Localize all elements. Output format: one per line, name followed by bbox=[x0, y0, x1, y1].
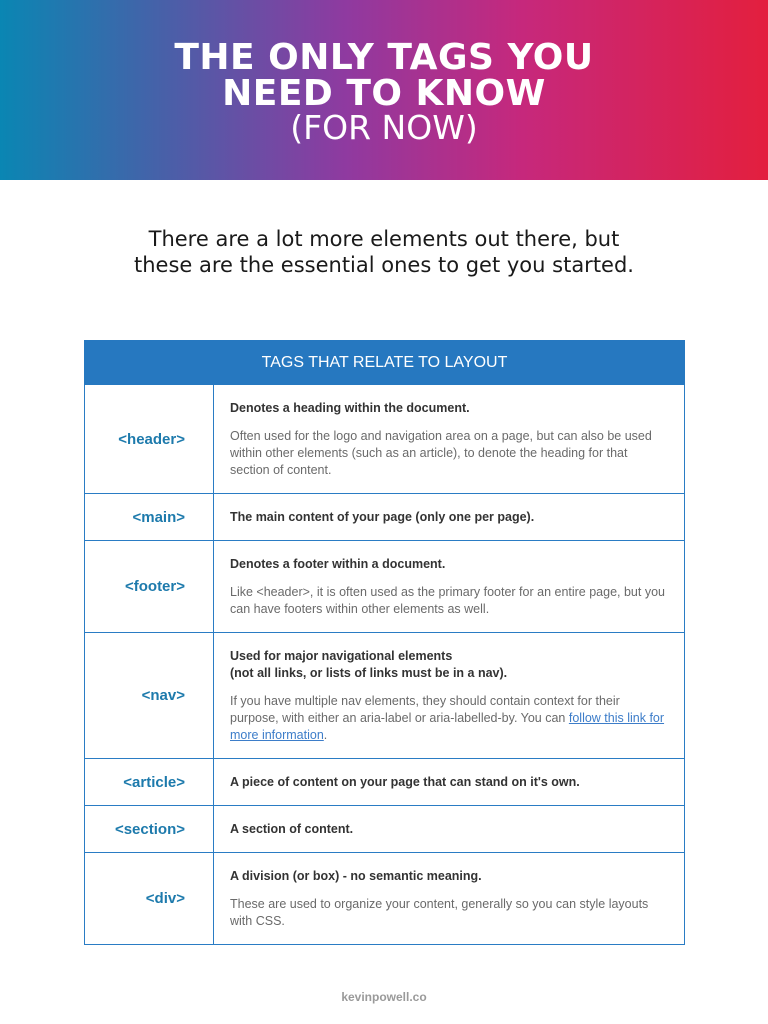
table-heading: TAGS THAT RELATE TO LAYOUT bbox=[85, 341, 685, 385]
page-subtitle: (FOR NOW) bbox=[290, 108, 478, 147]
intro-text: There are a lot more elements out there, but these are the essential ones to get you started. bbox=[134, 227, 634, 277]
tag-name: <article> bbox=[85, 759, 214, 806]
tag-description bbox=[214, 633, 685, 759]
tag-name: <header> bbox=[85, 385, 214, 494]
tag-details: These are used to organize your content, generally so you can style layouts with CSS. bbox=[230, 896, 649, 928]
page-title bbox=[0, 37, 768, 114]
table-row-header bbox=[85, 385, 685, 494]
table-row-section bbox=[85, 806, 685, 853]
layout-tags-table bbox=[84, 340, 685, 945]
tag-summary: Denotes a heading within the document. bbox=[230, 400, 470, 415]
tag-details bbox=[230, 693, 670, 744]
tag-description bbox=[214, 853, 685, 945]
title-banner bbox=[0, 0, 768, 180]
tag-summary: A division (or box) - no semantic meaning. bbox=[230, 868, 482, 883]
tag-name: <footer> bbox=[85, 541, 214, 633]
table-row-article bbox=[85, 759, 685, 806]
more-info-link[interactable]: follow this link for more information bbox=[230, 710, 665, 742]
tag-name: <nav> bbox=[85, 633, 214, 759]
site-credit: kevinpowell.co bbox=[341, 990, 427, 1004]
tag-details: Often used for the logo and navigation area on a page, but can also be used within other elements (such as an article), to denote the heading for that section of content. bbox=[230, 428, 652, 477]
tag-name: <main> bbox=[85, 494, 214, 541]
tag-summary: A section of content. bbox=[230, 821, 354, 836]
tag-details-end: . bbox=[323, 727, 328, 742]
table-row-main bbox=[85, 494, 685, 541]
tag-description bbox=[214, 759, 685, 806]
table-row-div bbox=[85, 853, 685, 945]
tag-summary: Used for major navigational elements (not all links, or lists of links must be in a nav). bbox=[230, 648, 508, 680]
tag-description bbox=[214, 806, 685, 853]
tag-name: <section> bbox=[85, 806, 214, 853]
tag-description bbox=[214, 541, 685, 633]
tag-details: Like <header>, it is often used as the primary footer for an entire page, but you can have footers within other elements as well. bbox=[230, 584, 665, 616]
table-row-nav bbox=[85, 633, 685, 759]
tag-summary: The main content of your page (only one per page). bbox=[230, 509, 535, 524]
tag-description bbox=[214, 385, 685, 494]
page-title-line-2: NEED TO KNOW bbox=[222, 73, 546, 114]
tag-summary: A piece of content on your page that can stand on it's own. bbox=[230, 774, 580, 789]
table-header-row bbox=[85, 341, 685, 385]
tag-details-text: If you have multiple nav elements, they should contain context for their purpose, with either an aria-label or aria-labelled-by. You can bbox=[230, 693, 620, 725]
tag-summary: Denotes a footer within a document. bbox=[230, 556, 446, 571]
tag-description bbox=[214, 494, 685, 541]
table-row-footer bbox=[85, 541, 685, 633]
tag-name: <div> bbox=[85, 853, 214, 945]
page-title-line-1: THE ONLY TAGS YOU bbox=[174, 37, 594, 78]
